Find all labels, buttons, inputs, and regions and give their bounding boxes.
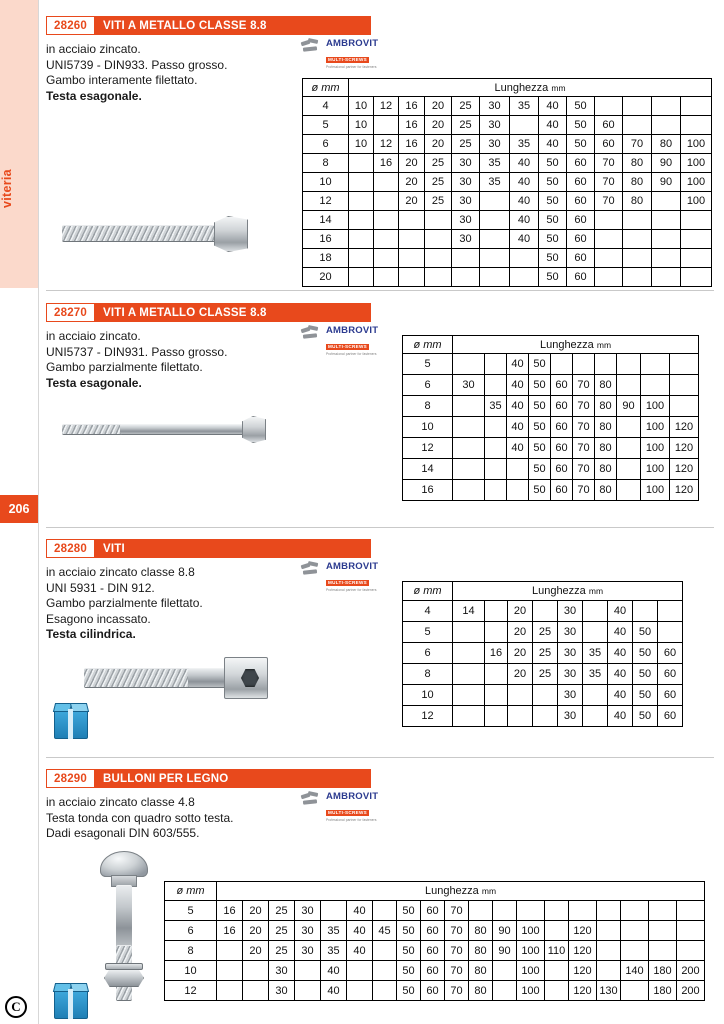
screws-icon xyxy=(301,38,323,56)
brand-name: AMBROVIT xyxy=(326,791,379,802)
table-row: 5 16 20 25 30 40 50 60 70 xyxy=(165,901,705,921)
desc-line: in acciaio zincato classe 4.8 xyxy=(46,795,195,809)
table-row: 6 30 40 50 60 70 80 xyxy=(403,375,699,396)
col-header-diameter: ø mm xyxy=(165,882,217,901)
product-image-hex-bolt-partial-thread xyxy=(62,413,262,447)
table-row: 12 30 40 50 60 70 80 100 120 130 180 200 xyxy=(165,981,705,1001)
desc-emphasis: Testa esagonale. xyxy=(46,375,142,390)
col-header-length: Lunghezza mm xyxy=(217,882,705,901)
package-box-icon xyxy=(54,701,88,739)
product-header xyxy=(46,539,371,558)
table-row: 12 40 50 60 70 80 100 120 xyxy=(403,438,699,459)
product-code: 28290 xyxy=(46,769,95,788)
left-margin-strip xyxy=(0,0,38,1024)
product-description xyxy=(46,795,718,842)
col-header-length: Lunghezza mm xyxy=(453,336,699,354)
size-table-28280 xyxy=(402,581,683,727)
desc-line: Dadi esagonali DIN 603/555. xyxy=(46,826,200,840)
product-header xyxy=(46,769,371,788)
desc-line: Gambo parzialmente filettato. xyxy=(46,596,203,610)
size-table xyxy=(164,881,705,1001)
product-title: VITI A METALLO CLASSE 8.8 xyxy=(95,16,371,35)
table-row: 8 20 25 30 35 40 50 60 70 80 90 100 110 120 xyxy=(165,941,705,961)
product-title: VITI xyxy=(95,539,371,558)
table-header-row xyxy=(303,79,712,97)
table-header-row xyxy=(403,582,683,601)
brand-text xyxy=(326,325,378,356)
desc-line: Testa tonda con quadro sotto testa. xyxy=(46,810,234,825)
size-table-28290 xyxy=(164,881,705,1001)
desc-emphasis: Testa esagonale. xyxy=(46,88,142,103)
desc-line: UNI 5931 - DIN 912. xyxy=(46,580,155,595)
table-row: 8 16 20 25 30 35 40 50 60 70 80 90 100 xyxy=(303,154,712,173)
ambrovit-logo xyxy=(301,791,378,822)
product-title: BULLONI PER LEGNO xyxy=(95,769,371,788)
brand-tagline: Professional partner for fasteners xyxy=(326,817,377,822)
page-number: 206 xyxy=(0,495,38,523)
desc-line: UNI5739 - DIN933. Passo grosso. xyxy=(46,57,228,72)
col-header-length: Lunghezza mm xyxy=(453,582,683,601)
table-row: 14 50 60 70 80 100 120 xyxy=(403,459,699,480)
table-row: 16 50 60 70 80 100 120 xyxy=(403,480,699,501)
brand-subtitle: MULTI-SCREWS xyxy=(328,56,367,62)
table-row: 5 10 16 20 25 30 40 50 60 xyxy=(303,116,712,135)
brand-name: AMBROVIT xyxy=(326,38,379,49)
section-label: viteria xyxy=(0,169,14,208)
publisher-logo: C xyxy=(5,996,27,1018)
desc-line: in acciaio zincato. xyxy=(46,329,141,343)
screws-icon xyxy=(301,325,323,343)
screws-icon xyxy=(301,791,323,809)
size-table-28260 xyxy=(302,78,712,287)
col-header-diameter: ø mm xyxy=(403,582,453,601)
table-row: 16 30 40 50 60 xyxy=(303,230,712,249)
ambrovit-logo xyxy=(301,38,378,69)
brand-text xyxy=(326,561,378,592)
brand-name: AMBROVIT xyxy=(326,561,379,572)
table-row: 10 30 40 50 60 xyxy=(403,685,683,706)
brand-text xyxy=(326,791,378,822)
product-header xyxy=(46,303,371,322)
table-row: 4 14 20 30 40 xyxy=(403,601,683,622)
screws-icon xyxy=(301,561,323,579)
table-row: 6 10 12 16 20 25 30 35 40 50 60 70 80 100 xyxy=(303,135,712,154)
col-header-diameter: ø mm xyxy=(403,336,453,354)
brand-tagline: Professional partner for fasteners xyxy=(326,351,377,356)
product-code: 28270 xyxy=(46,303,95,322)
product-title: VITI A METALLO CLASSE 8.8 xyxy=(95,303,371,322)
product-image-socket-cap-screw xyxy=(84,651,279,703)
table-row: 4 10 12 16 20 25 30 35 40 50 xyxy=(303,97,712,116)
margin-color-block xyxy=(0,0,38,288)
brand-text xyxy=(326,38,378,69)
col-header-diameter: ø mm xyxy=(303,79,349,97)
col-header-length: Lunghezza mm xyxy=(349,79,712,97)
brand-subtitle: MULTI-SCREWS xyxy=(328,343,367,349)
brand-subtitle: MULTI-SCREWS xyxy=(328,809,367,815)
table-row: 18 50 60 xyxy=(303,249,712,268)
table-row: 5 40 50 xyxy=(403,354,699,375)
table-row: 8 20 25 30 35 40 50 60 xyxy=(403,664,683,685)
product-image-hex-bolt-full-thread xyxy=(62,214,252,254)
product-block-28260 xyxy=(46,16,718,283)
table-row: 6 16 20 25 30 35 40 50 60 xyxy=(403,643,683,664)
desc-line: Gambo parzialmente filettato. xyxy=(46,360,203,374)
desc-line: in acciaio zincato classe 8.8 xyxy=(46,565,195,579)
brand-name: AMBROVIT xyxy=(326,325,379,336)
table-row: 14 30 40 50 60 xyxy=(303,211,712,230)
brand-tagline: Professional partner for fasteners xyxy=(326,64,377,69)
table-row: 8 35 40 50 60 70 80 90 100 xyxy=(403,396,699,417)
brand-subtitle: MULTI-SCREWS xyxy=(328,579,367,585)
desc-line: Esagono incassato. xyxy=(46,611,151,626)
ambrovit-logo xyxy=(301,561,378,592)
product-image-carriage-bolt xyxy=(92,851,162,1011)
product-header xyxy=(46,16,371,35)
table-row: 10 30 40 50 60 70 80 100 120 140 180 200 xyxy=(165,961,705,981)
table-header-row xyxy=(403,336,699,354)
table-header-row xyxy=(165,882,705,901)
margin-rule xyxy=(38,0,39,1024)
block-divider xyxy=(46,527,714,528)
table-row: 12 30 40 50 60 xyxy=(403,706,683,727)
cell-diameter: 4 xyxy=(303,97,349,116)
table-row: 12 20 25 30 40 50 60 70 80 100 xyxy=(303,192,712,211)
table-row: 20 50 60 xyxy=(303,268,712,287)
table-row: 6 16 20 25 30 35 40 45 50 60 70 80 90 100 120 xyxy=(165,921,705,941)
size-table xyxy=(402,581,683,727)
size-table xyxy=(402,335,699,501)
product-code: 28280 xyxy=(46,539,95,558)
product-block-28280 xyxy=(46,539,718,722)
size-table xyxy=(302,78,712,287)
table-row: 10 40 50 60 70 80 100 120 xyxy=(403,417,699,438)
product-block-28270 xyxy=(46,303,718,496)
block-divider xyxy=(46,290,714,291)
table-row: 5 20 25 30 40 50 xyxy=(403,622,683,643)
desc-line: Gambo interamente filettato. xyxy=(46,73,198,87)
desc-line: in acciaio zincato. xyxy=(46,42,141,56)
ambrovit-logo xyxy=(301,325,378,356)
product-code: 28260 xyxy=(46,16,95,35)
brand-tagline: Professional partner for fasteners xyxy=(326,587,377,592)
size-table-28270 xyxy=(402,335,699,501)
table-row: 10 20 25 30 35 40 50 60 70 80 90 100 xyxy=(303,173,712,192)
desc-line: UNI5737 - DIN931. Passo grosso. xyxy=(46,344,228,359)
block-divider xyxy=(46,757,714,758)
desc-emphasis: Testa cilindrica. xyxy=(46,627,136,641)
package-box-icon xyxy=(54,981,88,1019)
product-block-28290 xyxy=(46,769,718,997)
